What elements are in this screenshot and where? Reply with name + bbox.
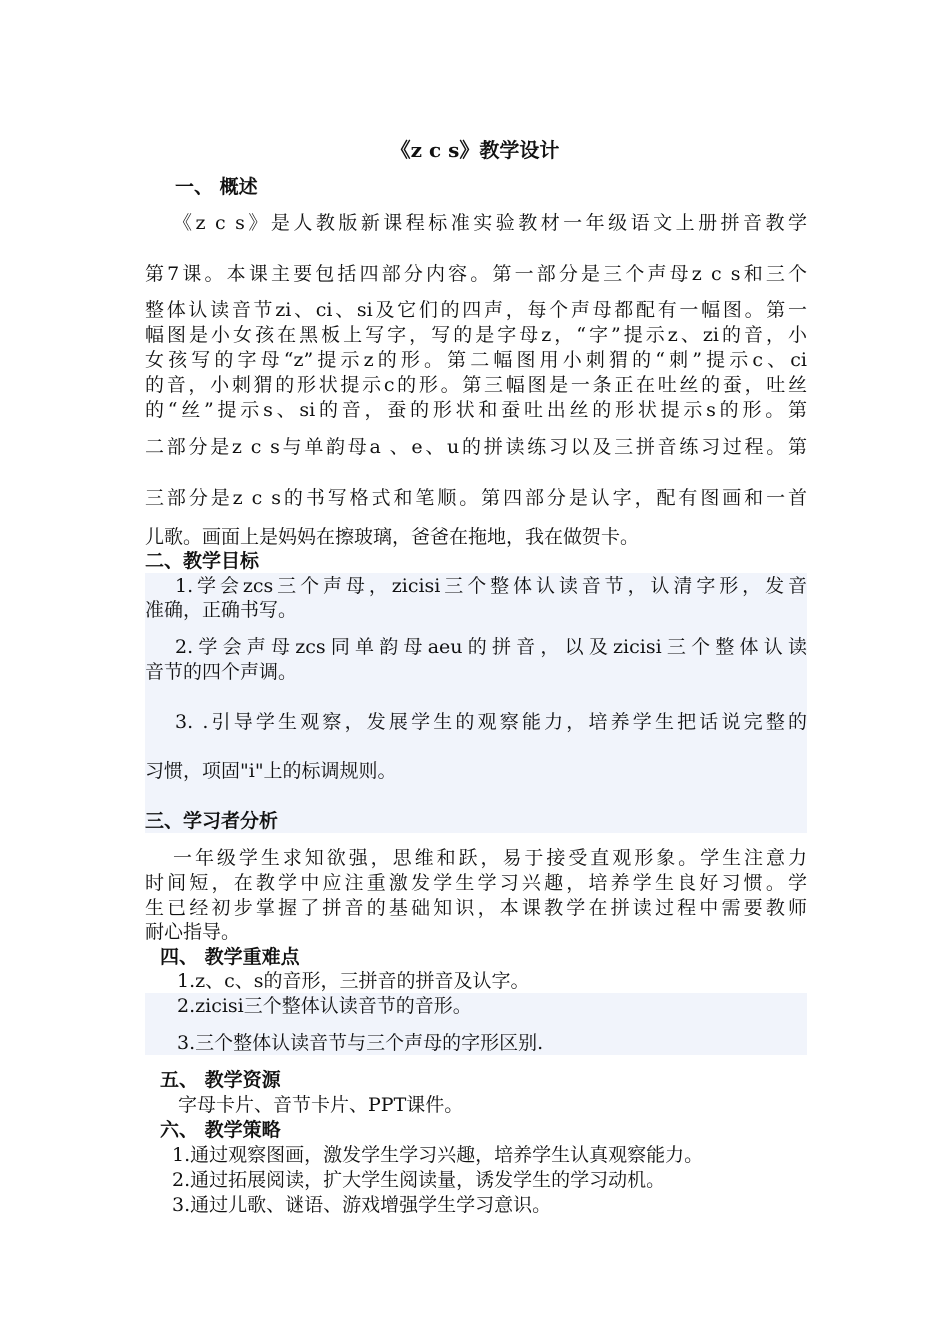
goals-line: 准确，正确书写。 bbox=[145, 599, 298, 621]
keypoints-item: 1.z、c、s的音形，三拼音的拼音及认字。 bbox=[177, 970, 530, 992]
strategy-heading: 六、 教学策略 bbox=[160, 1119, 281, 1141]
overview-line: 整体认读音节zi、ci、si及它们的四声，每个声母都配有一幅图。第一 bbox=[145, 299, 807, 321]
overview-line: 《z c s》是人教版新课程标准实验教材一年级语文上册拼音教学 bbox=[173, 212, 807, 234]
keypoints-item: 2.zicisi三个整体认读音节的音形。 bbox=[177, 995, 472, 1017]
overview-line: 二部分是z c s与单韵母a 、e、u的拼读练习以及三拼音练习过程。第 bbox=[145, 436, 807, 458]
overview-line: 女孩写的字母“z”提示z的形。第二幅图用小刺猬的“刺”提示c、ci bbox=[145, 349, 807, 371]
resources-heading: 五、 教学资源 bbox=[160, 1069, 281, 1091]
overview-line: 三部分是z c s的书写格式和笔顺。第四部分是认字，配有图画和一首 bbox=[145, 487, 807, 509]
overview-heading: 一、 概述 bbox=[175, 176, 258, 198]
overview-line: 的音，小刺猬的形状提示c的形。第三幅图是一条正在吐丝的蚕，吐丝 bbox=[145, 374, 807, 396]
learners-heading: 三、学习者分析 bbox=[145, 810, 279, 832]
goals-line: 2.学会声母zcs同单韵母aeu的拼音，以及zicisi三个整体认读 bbox=[175, 636, 807, 658]
strategy-item: 2.通过拓展阅读，扩大学生阅读量，诱发学生的学习动机。 bbox=[172, 1169, 666, 1191]
resources-text: 字母卡片、音节卡片、PPT课件。 bbox=[178, 1094, 464, 1116]
document-title: 《z c s》教学设计 bbox=[390, 138, 560, 162]
overview-line: 儿歌。画面上是妈妈在擦玻璃，爸爸在拖地，我在做贺卡。 bbox=[145, 526, 640, 548]
learners-line: 耐心指导。 bbox=[145, 921, 241, 943]
keypoints-item: 3.三个整体认读音节与三个声母的字形区别. bbox=[177, 1032, 544, 1054]
goals-heading: 二、教学目标 bbox=[145, 550, 260, 572]
learners-line: 时间短，在教学中应注重激发学生学习兴趣，培养学生良好习惯。学 bbox=[145, 872, 807, 894]
goals-line: 音节的四个声调。 bbox=[145, 661, 298, 683]
learners-line: 生已经初步掌握了拼音的基础知识，本课教学在拼读过程中需要教师 bbox=[145, 897, 807, 919]
keypoints-heading: 四、 教学重难点 bbox=[160, 946, 300, 968]
goals-line: 1.学会zcs三个声母，zicisi三个整体认读音节，认清字形，发音 bbox=[175, 575, 807, 597]
strategy-item: 1.通过观察图画，激发学生学习兴趣，培养学生认真观察能力。 bbox=[172, 1144, 704, 1166]
overview-line: 幅图是小女孩在黑板上写字，写的是字母z，“字”提示z、zi的音，小 bbox=[145, 324, 807, 346]
overview-line: 第7课。本课主要包括四部分内容。第一部分是三个声母z c s和三个 bbox=[145, 263, 807, 285]
goals-line: 3. .引导学生观察，发展学生的观察能力，培养学生把话说完整的 bbox=[175, 711, 807, 733]
strategy-item: 3.通过儿歌、谜语、游戏增强学生学习意识。 bbox=[172, 1194, 552, 1216]
overview-line: 的“丝”提示s、si的音，蚕的形状和蚕吐出丝的形状提示s的形。第 bbox=[145, 399, 807, 421]
learners-line: 一年级学生求知欲强，思维和跃，易于接受直观形象。学生注意力 bbox=[173, 847, 807, 869]
goals-line: 习惯，项固"i"上的标调规则。 bbox=[145, 760, 397, 782]
